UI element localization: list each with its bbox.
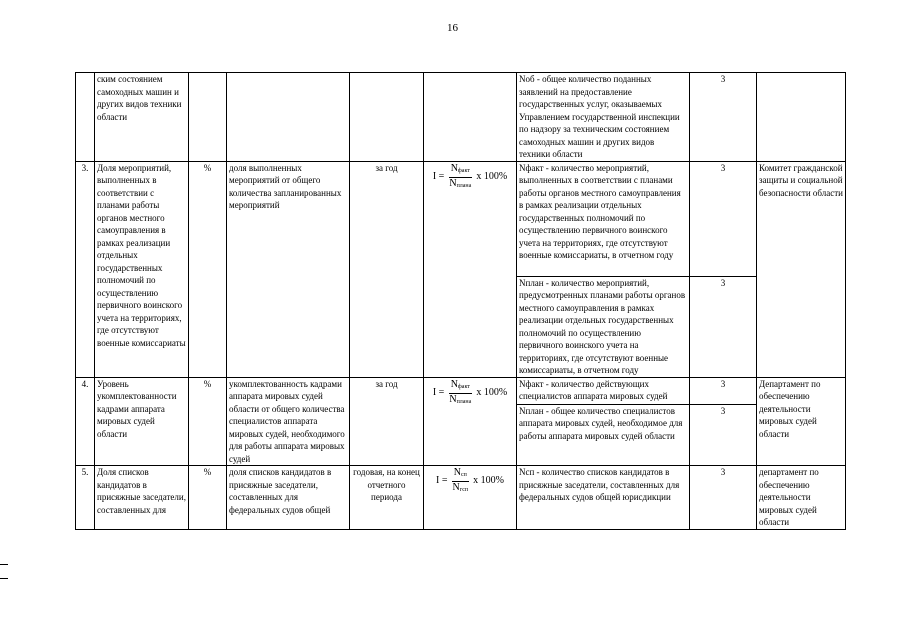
- table-row: [76, 377, 846, 404]
- indicator-name: Доля мероприятий, выполненных в соответствии с планами работы органов местного самоуправления в рамках реализации отдельных государственных полномочий по осуществлению первичного воинского учета на территориях, где отсутствуют военные комиссариаты: [95, 161, 189, 377]
- row-number: 5.: [76, 466, 95, 530]
- responsible-body: Комитет гражданской защиты и социальной безопасности области: [757, 161, 846, 377]
- indicator-name: Уровень укомплектованности кадрами аппарата мировых судей области: [95, 377, 189, 466]
- indicator-definition: доля выполненных мероприятий от общего количества запланированных мероприятий: [227, 161, 350, 377]
- variable-description: Nплан - количество мероприятий, предусмотренных планами работы органов местного самоуправления в рамках реализации отдельных государственных полномочий по осуществлению первичного воинского учета на территориях, где отсутствуют военные комиссариаты, в отчетном году: [517, 276, 690, 377]
- unit: %: [189, 161, 227, 377]
- variable-description: Nфакт - количество действующих специалистов аппарата мировых судей: [517, 377, 690, 404]
- margin-mark: [0, 578, 8, 579]
- method-code: 3: [690, 377, 757, 404]
- period: за год: [350, 377, 424, 466]
- responsible-body: Департамент по обеспечению деятельности мировых судей области: [757, 377, 846, 466]
- formula: I = $\frac{\text{Nфакт}}{\text{Nплана}}$ x 100%: [424, 161, 517, 377]
- table-row: [76, 73, 846, 162]
- indicator-name: Доля списков кандидатов в присяжные заседатели, составленных для: [95, 466, 189, 530]
- variable-description: Nплан - общее количество специалистов аппарата мировых судей, необходимое для работы аппарата мировых судей области: [517, 404, 690, 465]
- variable-description: Nфакт - количество мероприятий, выполненных в соответствии с планами работы органов местного самоуправления в рамках реализации отдельных государственных полномочий по осуществлению первичного воинского учета на территориях, где отсутствуют военные комиссариаты, в отчетном году: [517, 161, 690, 276]
- period: годовая, на конец отчетного периода: [350, 466, 424, 530]
- method-code: 3: [690, 161, 757, 276]
- responsible-body: департамент по обеспечению деятельности мировых судей области: [757, 466, 846, 530]
- indicator-name: ским состоянием самоходных машин и других видов техники области: [95, 73, 189, 162]
- margin-mark: [0, 564, 8, 565]
- table-row: [76, 161, 846, 276]
- formula: I = $\frac{\text{Nфакт}}{\text{Nплана}}$ x 100%: [424, 377, 517, 466]
- method-code: 3: [690, 73, 757, 162]
- row-number: 4.: [76, 377, 95, 466]
- indicator-definition: укомплектованность кадрами аппарата мировых судей области от общего количества специалистов аппарата мировых судей, необходимого для работы аппарата мировых судей: [227, 377, 350, 466]
- margin-marks: [0, 564, 8, 592]
- variable-description: Nоб - общее количество поданных заявлений на предоставление государственных услуг, оказываемых Управлением государственной инспекции по надзору за техническим состоянием самоходных машин и других видов техники области: [517, 73, 690, 162]
- method-code: 3: [690, 466, 757, 530]
- period: за год: [350, 161, 424, 377]
- page-number: 16: [447, 22, 458, 34]
- table-row: [76, 466, 846, 530]
- unit: %: [189, 377, 227, 466]
- method-code: 3: [690, 404, 757, 465]
- variable-description: Nсп - количество списков кандидатов в присяжные заседатели, составленных для федеральных судов общей юрисдикции: [517, 466, 690, 530]
- unit: %: [189, 466, 227, 530]
- row-number: 3.: [76, 161, 95, 377]
- indicators-table: [75, 72, 846, 530]
- formula: I = $\frac{\text{Nсп}}{\text{Nгсп}}$ x 100%: [424, 466, 517, 530]
- method-code: 3: [690, 276, 757, 377]
- indicator-definition: доля списков кандидатов в присяжные заседатели, составленных для федеральных судов общей: [227, 466, 350, 530]
